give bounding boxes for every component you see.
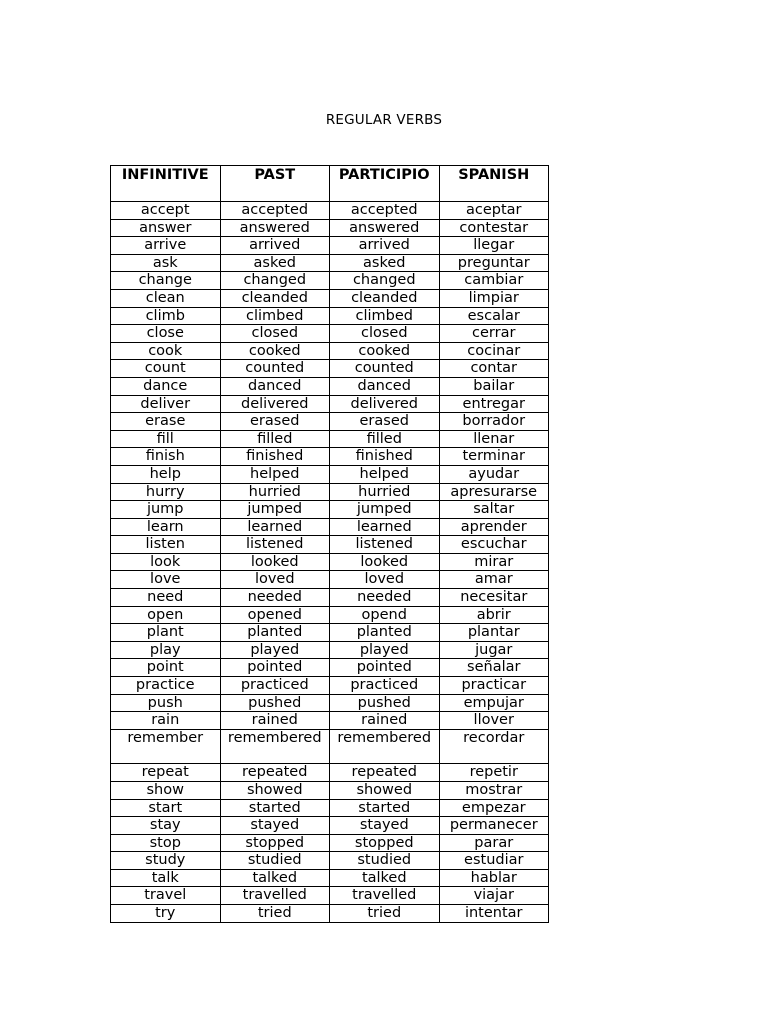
past-cell: studied: [220, 852, 330, 870]
infinitive-cell: dance: [111, 377, 221, 395]
spanish-cell: escalar: [439, 307, 549, 325]
spanish-cell: contestar: [439, 219, 549, 237]
past-cell: climbed: [220, 307, 330, 325]
past-cell: pushed: [220, 694, 330, 712]
past-cell: opened: [220, 606, 330, 624]
past-cell: played: [220, 641, 330, 659]
past-cell: repeated: [220, 764, 330, 782]
table-row: [111, 413, 549, 431]
past-cell: asked: [220, 254, 330, 272]
participio-cell: listened: [330, 536, 440, 554]
participio-cell: planted: [330, 624, 440, 642]
spanish-cell: llegar: [439, 237, 549, 255]
participio-cell: pushed: [330, 694, 440, 712]
past-cell: learned: [220, 518, 330, 536]
infinitive-cell: climb: [111, 307, 221, 325]
spanish-cell: preguntar: [439, 254, 549, 272]
infinitive-cell: start: [111, 799, 221, 817]
spanish-cell: saltar: [439, 501, 549, 519]
infinitive-cell: learn: [111, 518, 221, 536]
participio-cell: pointed: [330, 659, 440, 677]
spanish-cell: aprender: [439, 518, 549, 536]
participio-cell: asked: [330, 254, 440, 272]
table-row: [111, 272, 549, 290]
past-cell: showed: [220, 781, 330, 799]
spanish-cell: contar: [439, 360, 549, 378]
past-cell: rained: [220, 712, 330, 730]
table-row: [111, 536, 549, 554]
participio-cell: talked: [330, 869, 440, 887]
table-row: [111, 869, 549, 887]
infinitive-cell: study: [111, 852, 221, 870]
infinitive-cell: change: [111, 272, 221, 290]
table-row: [111, 518, 549, 536]
participio-cell: stopped: [330, 834, 440, 852]
infinitive-cell: play: [111, 641, 221, 659]
infinitive-cell: talk: [111, 869, 221, 887]
participio-cell: cleanded: [330, 289, 440, 307]
participio-cell: loved: [330, 571, 440, 589]
table-row: [111, 764, 549, 782]
infinitive-cell: cook: [111, 342, 221, 360]
table-row: [111, 571, 549, 589]
spanish-cell: amar: [439, 571, 549, 589]
infinitive-cell: fill: [111, 430, 221, 448]
spanish-cell: limpiar: [439, 289, 549, 307]
participio-cell: danced: [330, 377, 440, 395]
infinitive-cell: need: [111, 589, 221, 607]
infinitive-cell: practice: [111, 677, 221, 695]
participio-cell: delivered: [330, 395, 440, 413]
past-cell: finished: [220, 448, 330, 466]
participio-cell: tried: [330, 905, 440, 923]
participio-cell: remembered: [330, 729, 440, 764]
participio-cell: erased: [330, 413, 440, 431]
table-row: [111, 483, 549, 501]
participio-cell: finished: [330, 448, 440, 466]
past-cell: arrived: [220, 237, 330, 255]
participio-cell: jumped: [330, 501, 440, 519]
past-cell: danced: [220, 377, 330, 395]
spanish-cell: cerrar: [439, 325, 549, 343]
spanish-cell: terminar: [439, 448, 549, 466]
infinitive-cell: help: [111, 465, 221, 483]
past-cell: loved: [220, 571, 330, 589]
table-row: [111, 448, 549, 466]
spanish-cell: cambiar: [439, 272, 549, 290]
header-participio: PARTICIPIO: [330, 166, 440, 202]
past-cell: delivered: [220, 395, 330, 413]
infinitive-cell: arrive: [111, 237, 221, 255]
table-row: [111, 219, 549, 237]
past-cell: helped: [220, 465, 330, 483]
spanish-cell: empujar: [439, 694, 549, 712]
table-row: [111, 799, 549, 817]
infinitive-cell: erase: [111, 413, 221, 431]
past-cell: tried: [220, 905, 330, 923]
infinitive-cell: show: [111, 781, 221, 799]
infinitive-cell: listen: [111, 536, 221, 554]
header-spanish: SPANISH: [439, 166, 549, 202]
table-row: [111, 781, 549, 799]
participio-cell: changed: [330, 272, 440, 290]
participio-cell: counted: [330, 360, 440, 378]
spanish-cell: señalar: [439, 659, 549, 677]
table-row: [111, 834, 549, 852]
past-cell: planted: [220, 624, 330, 642]
past-cell: practiced: [220, 677, 330, 695]
past-cell: cleanded: [220, 289, 330, 307]
spanish-cell: estudiar: [439, 852, 549, 870]
participio-cell: stayed: [330, 817, 440, 835]
participio-cell: repeated: [330, 764, 440, 782]
participio-cell: rained: [330, 712, 440, 730]
spanish-cell: llenar: [439, 430, 549, 448]
spanish-cell: intentar: [439, 905, 549, 923]
spanish-cell: cocinar: [439, 342, 549, 360]
participio-cell: learned: [330, 518, 440, 536]
spanish-cell: hablar: [439, 869, 549, 887]
infinitive-cell: plant: [111, 624, 221, 642]
spanish-cell: practicar: [439, 677, 549, 695]
past-cell: travelled: [220, 887, 330, 905]
participio-cell: arrived: [330, 237, 440, 255]
participio-cell: travelled: [330, 887, 440, 905]
infinitive-cell: accept: [111, 202, 221, 220]
infinitive-cell: stay: [111, 817, 221, 835]
spanish-cell: necesitar: [439, 589, 549, 607]
table-row: [111, 360, 549, 378]
spanish-cell: viajar: [439, 887, 549, 905]
table-row: [111, 289, 549, 307]
participio-cell: closed: [330, 325, 440, 343]
spanish-cell: ayudar: [439, 465, 549, 483]
table-row: [111, 430, 549, 448]
past-cell: answered: [220, 219, 330, 237]
spanish-cell: borrador: [439, 413, 549, 431]
table-row: [111, 325, 549, 343]
table-row: [111, 712, 549, 730]
spanish-cell: apresurarse: [439, 483, 549, 501]
participio-cell: looked: [330, 553, 440, 571]
spanish-cell: aceptar: [439, 202, 549, 220]
spanish-cell: parar: [439, 834, 549, 852]
infinitive-cell: push: [111, 694, 221, 712]
infinitive-cell: hurry: [111, 483, 221, 501]
past-cell: stopped: [220, 834, 330, 852]
spanish-cell: mirar: [439, 553, 549, 571]
infinitive-cell: repeat: [111, 764, 221, 782]
spanish-cell: jugar: [439, 641, 549, 659]
table-body: [111, 202, 549, 923]
infinitive-cell: close: [111, 325, 221, 343]
participio-cell: opend: [330, 606, 440, 624]
table-row: [111, 624, 549, 642]
infinitive-cell: love: [111, 571, 221, 589]
infinitive-cell: point: [111, 659, 221, 677]
document-title: REGULAR VERBS: [325, 112, 443, 128]
spanish-cell: llover: [439, 712, 549, 730]
table-row: [111, 641, 549, 659]
participio-cell: cooked: [330, 342, 440, 360]
spanish-cell: plantar: [439, 624, 549, 642]
participio-cell: studied: [330, 852, 440, 870]
participio-cell: started: [330, 799, 440, 817]
past-cell: looked: [220, 553, 330, 571]
past-cell: closed: [220, 325, 330, 343]
spanish-cell: empezar: [439, 799, 549, 817]
past-cell: accepted: [220, 202, 330, 220]
table-row: [111, 852, 549, 870]
table-row: [111, 377, 549, 395]
participio-cell: accepted: [330, 202, 440, 220]
table-row: [111, 659, 549, 677]
infinitive-cell: try: [111, 905, 221, 923]
past-cell: pointed: [220, 659, 330, 677]
infinitive-cell: remember: [111, 729, 221, 764]
infinitive-cell: travel: [111, 887, 221, 905]
table-row: [111, 553, 549, 571]
infinitive-cell: deliver: [111, 395, 221, 413]
spanish-cell: abrir: [439, 606, 549, 624]
table-row: [111, 237, 549, 255]
table-row: [111, 307, 549, 325]
infinitive-cell: clean: [111, 289, 221, 307]
table-row: [111, 905, 549, 923]
spanish-cell: recordar: [439, 729, 549, 764]
table-row: [111, 501, 549, 519]
infinitive-cell: finish: [111, 448, 221, 466]
spanish-cell: repetir: [439, 764, 549, 782]
participio-cell: filled: [330, 430, 440, 448]
past-cell: remembered: [220, 729, 330, 764]
spanish-cell: bailar: [439, 377, 549, 395]
verbs-table: [110, 165, 549, 923]
table-header-row: [111, 166, 549, 202]
infinitive-cell: stop: [111, 834, 221, 852]
past-cell: filled: [220, 430, 330, 448]
participio-cell: answered: [330, 219, 440, 237]
spanish-cell: mostrar: [439, 781, 549, 799]
past-cell: needed: [220, 589, 330, 607]
table-row: [111, 817, 549, 835]
participio-cell: helped: [330, 465, 440, 483]
past-cell: hurried: [220, 483, 330, 501]
table-row: [111, 677, 549, 695]
infinitive-cell: ask: [111, 254, 221, 272]
past-cell: talked: [220, 869, 330, 887]
table-row: [111, 342, 549, 360]
past-cell: jumped: [220, 501, 330, 519]
infinitive-cell: count: [111, 360, 221, 378]
header-infinitive: INFINITIVE: [111, 166, 221, 202]
table-row: [111, 694, 549, 712]
participio-cell: needed: [330, 589, 440, 607]
past-cell: changed: [220, 272, 330, 290]
spanish-cell: permanecer: [439, 817, 549, 835]
participio-cell: climbed: [330, 307, 440, 325]
table-row: [111, 395, 549, 413]
table-row: [111, 729, 549, 764]
past-cell: started: [220, 799, 330, 817]
spanish-cell: entregar: [439, 395, 549, 413]
past-cell: cooked: [220, 342, 330, 360]
past-cell: stayed: [220, 817, 330, 835]
table-row: [111, 465, 549, 483]
table-row: [111, 589, 549, 607]
infinitive-cell: look: [111, 553, 221, 571]
past-cell: counted: [220, 360, 330, 378]
past-cell: erased: [220, 413, 330, 431]
participio-cell: played: [330, 641, 440, 659]
participio-cell: hurried: [330, 483, 440, 501]
infinitive-cell: answer: [111, 219, 221, 237]
table-row: [111, 887, 549, 905]
infinitive-cell: rain: [111, 712, 221, 730]
table-row: [111, 606, 549, 624]
table-row: [111, 202, 549, 220]
spanish-cell: escuchar: [439, 536, 549, 554]
participio-cell: showed: [330, 781, 440, 799]
table-row: [111, 254, 549, 272]
infinitive-cell: open: [111, 606, 221, 624]
header-past: PAST: [220, 166, 330, 202]
participio-cell: practiced: [330, 677, 440, 695]
past-cell: listened: [220, 536, 330, 554]
infinitive-cell: jump: [111, 501, 221, 519]
